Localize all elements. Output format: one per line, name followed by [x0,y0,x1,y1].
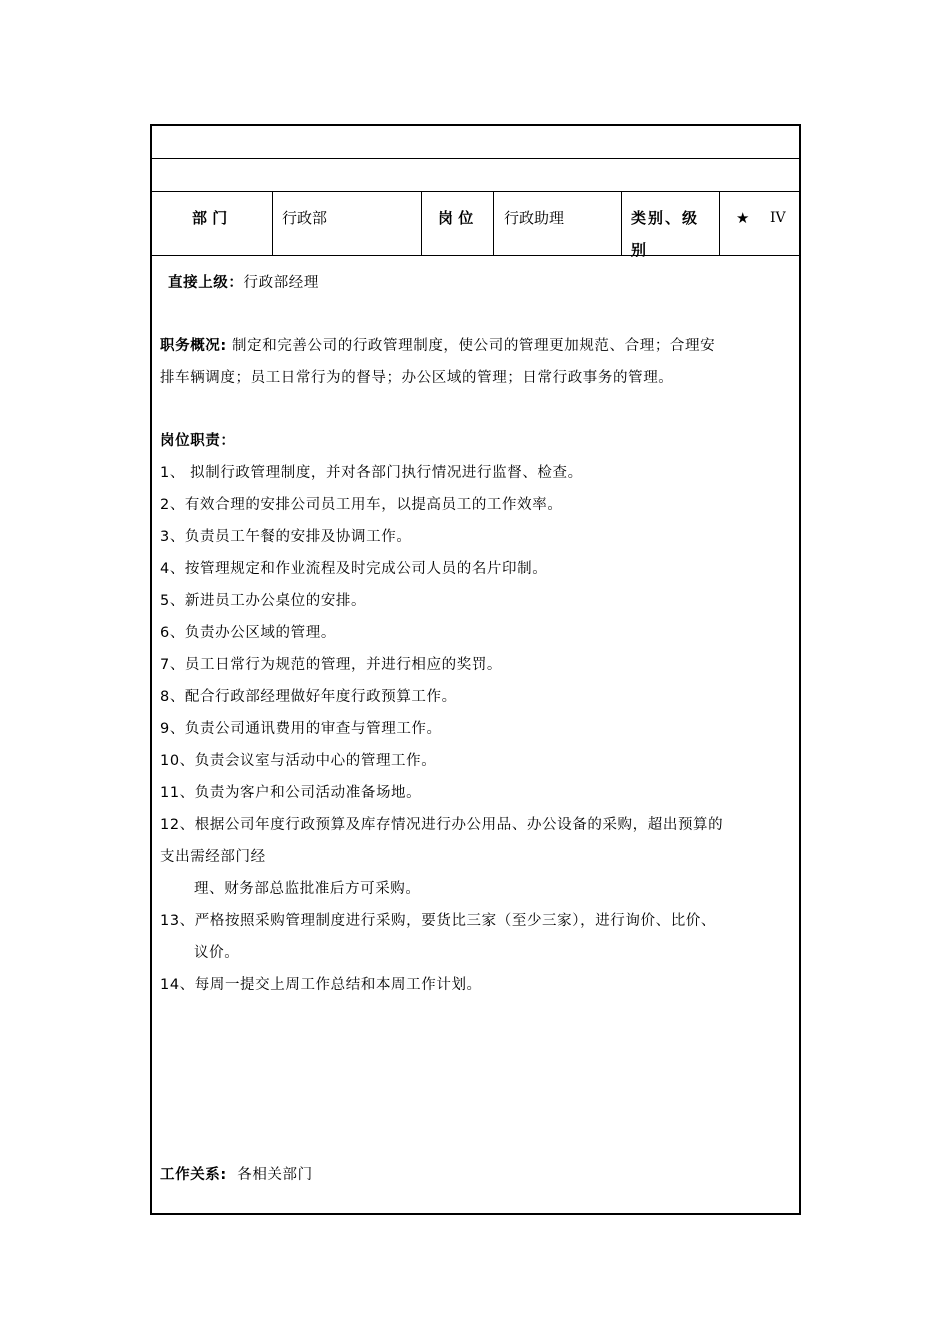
column-divider [719,192,720,256]
relations-row [160,1163,313,1184]
dept-value: 行政部 [282,209,328,227]
dept-label: 部 门 [192,209,228,227]
duty-line: 14、每周一提交上周工作总结和本周工作计划。 [160,977,482,993]
row-divider [152,191,799,192]
duty-line: 支出需经部门经 [160,849,266,865]
duty-line: 9、负责公司通讯费用的审查与管理工作。 [160,721,442,737]
level-star: ★ [736,209,750,227]
column-divider [493,192,494,256]
post-value: 行政助理 [504,209,565,227]
duty-line: 6、负责办公区域的管理。 [160,625,336,641]
column-divider [272,192,273,256]
duty-line: 8、配合行政部经理做好年度行政预算工作。 [160,689,457,705]
row-divider [152,255,799,256]
duty-line: 3、负责员工午餐的安排及协调工作。 [160,529,412,545]
column-divider [421,192,422,256]
duty-line: 5、新进员工办公桌位的安排。 [160,593,367,609]
duty-line: 理、财务部总监批准后方可采购。 [194,881,421,897]
column-divider [621,192,622,256]
job-description-table [150,124,801,1215]
relations-value: 各相关部门 [237,1167,313,1183]
level-value: IV [770,210,786,226]
category-label [631,206,699,262]
post-label: 岗 位 [438,209,474,227]
duty-line: 10、负责会议室与活动中心的管理工作。 [160,753,437,769]
duty-line: 11、负责为客户和公司活动准备场地。 [160,785,422,801]
supervisor-value: 行政部经理 [243,275,319,291]
duty-line: 12、根据公司年度行政预算及库存情况进行办公用品、办公设备的采购，超出预算的 [160,817,724,833]
duties-title: 岗位职责： [160,433,236,449]
overview-line2: 排车辆调度；员工日常行为的督导；办公区域的管理；日常行政事务的管理。 [160,370,674,386]
overview-line1 [160,334,715,355]
overview-text-1: 制定和完善公司的行政管理制度，使公司的管理更加规范、合理；合理安 [232,338,716,354]
row-divider [152,158,799,159]
duty-line: 议价。 [194,945,240,961]
relations-label: 工作关系: [160,1167,227,1183]
supervisor-label: 直接上级： [168,275,244,291]
supervisor-row [168,271,319,292]
duty-line: 1、 拟制行政管理制度，并对各部门执行情况进行监督、检查。 [160,465,583,481]
duty-line: 13、严格按照采购管理制度进行采购，要货比三家（至少三家），进行询价、比价、 [160,913,716,929]
category-label-line1: 类别、级 [631,209,700,227]
duty-line: 4、按管理规定和作业流程及时完成公司人员的名片印制。 [160,561,548,577]
duty-line: 2、有效合理的安排公司员工用车，以提高员工的工作效率。 [160,497,563,513]
category-label-line2: 别 [631,241,649,259]
duty-line: 7、员工日常行为规范的管理，并进行相应的奖罚。 [160,657,503,673]
overview-label: 职务概况: [160,338,227,354]
